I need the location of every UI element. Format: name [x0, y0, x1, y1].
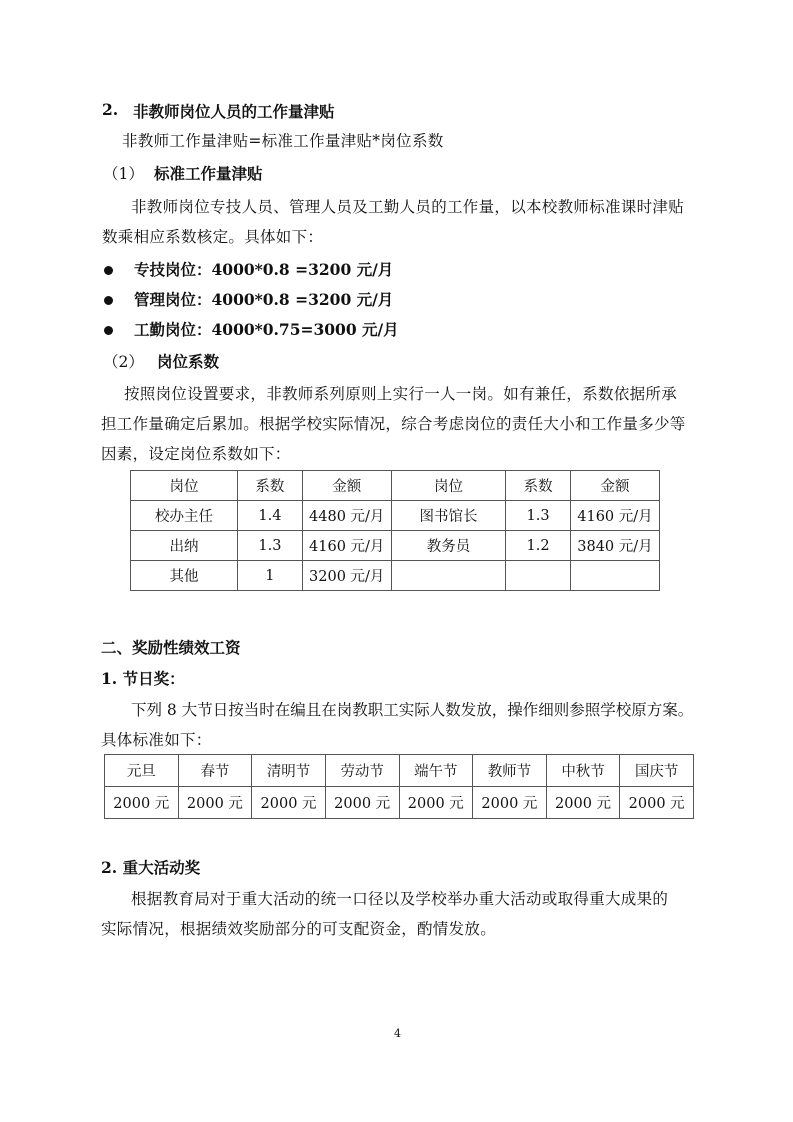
- bullet-icon: [104, 266, 113, 275]
- table-row: [105, 787, 694, 819]
- header-cell: 端午节: [399, 755, 473, 787]
- table-cell: [391, 561, 505, 591]
- table-cell: 1.4: [238, 501, 303, 531]
- header-cell: 国庆节: [620, 755, 694, 787]
- sub1-number: （1）: [103, 165, 144, 183]
- formula-text: 非教师工作量津贴=标准工作量津贴*岗位系数: [122, 132, 444, 150]
- festival-paragraph-line2: 具体标准如下：: [101, 731, 212, 749]
- festival-paragraph-line1: 下列 8 大节日按当时在编且在岗教职工实际人数发放，操作细则参照学校原方案。: [131, 701, 694, 719]
- bullet-item: 管理岗位：4000*0.8 =3200 元/月: [134, 290, 394, 309]
- table-cell: 1.3: [506, 501, 571, 531]
- table-cell: 出纳: [131, 531, 238, 561]
- bullet-item: 专技岗位：4000*0.8 =3200 元/月: [134, 260, 394, 279]
- header-cell: 岗位: [131, 471, 238, 501]
- sub2-paragraph-line1: 按照岗位设置要求，非教师系列原则上实行一人一岗。如有兼任，系数依据所承: [124, 385, 678, 403]
- sub1-paragraph-line1: 非教师岗位专技人员、管理人员及工勤人员的工作量，以本校教师标准课时津贴: [131, 198, 685, 216]
- header-cell: 岗位: [391, 471, 505, 501]
- table-cell: 2000 元: [473, 787, 547, 819]
- header-cell: 教师节: [473, 755, 547, 787]
- table-row: [131, 501, 660, 531]
- header-cell: 系数: [238, 471, 303, 501]
- header-cell: 劳动节: [325, 755, 399, 787]
- festival-bonus-heading: 1. 节日奖：: [101, 669, 185, 688]
- table-cell: 教务员: [391, 531, 505, 561]
- header-cell: 春节: [178, 755, 252, 787]
- table-cell: 2000 元: [620, 787, 694, 819]
- table-cell: 2000 元: [546, 787, 620, 819]
- header-cell: 系数: [506, 471, 571, 501]
- header-cell: 金额: [570, 471, 659, 501]
- table-cell: 校办主任: [131, 501, 238, 531]
- table-cell: 1: [238, 561, 303, 591]
- table-cell: [506, 561, 571, 591]
- major-activity-heading: 2. 重大活动奖: [101, 858, 201, 877]
- bullet-item: 工勤岗位：4000*0.75=3000 元/月: [134, 320, 399, 339]
- table-header-row: [131, 471, 660, 501]
- sub2-title: 岗位系数: [157, 352, 220, 371]
- bullet-icon: [104, 326, 113, 335]
- part-2-heading: 二、奖励性绩效工资: [101, 638, 241, 657]
- major-activity-line2: 实际情况，根据绩效奖励部分的可支配资金，酌情发放。: [101, 920, 497, 938]
- header-cell: 中秋节: [546, 755, 620, 787]
- major-activity-line1: 根据教育局对于重大活动的统一口径以及学校举办重大活动或取得重大成果的: [131, 890, 669, 908]
- header-cell: 金额: [302, 471, 391, 501]
- table-cell: 图书馆长: [391, 501, 505, 531]
- bullet-icon: [104, 296, 113, 305]
- sub2-paragraph-line2: 担工作量确定后累加。根据学校实际情况，综合考虑岗位的责任大小和工作量多少等: [101, 415, 686, 433]
- table-row: [131, 561, 660, 591]
- table-cell: 3840 元/月: [570, 531, 659, 561]
- heading-text: 非教师岗位人员的工作量津贴: [133, 102, 335, 121]
- table-cell: [570, 561, 659, 591]
- table-cell: 1.2: [506, 531, 571, 561]
- table-cell: 4160 元/月: [302, 531, 391, 561]
- table-cell: 4480 元/月: [302, 501, 391, 531]
- position-coefficient-table: [130, 470, 660, 591]
- festival-bonus-table: [104, 754, 694, 819]
- table-cell: 2000 元: [325, 787, 399, 819]
- table-header-row: [105, 755, 694, 787]
- table-cell: 其他: [131, 561, 238, 591]
- table-cell: 2000 元: [252, 787, 326, 819]
- table-cell: 4160 元/月: [570, 501, 659, 531]
- heading-number: 2.: [102, 100, 119, 119]
- header-cell: 元旦: [105, 755, 179, 787]
- sub1-paragraph-line2: 数乘相应系数核定。具体如下：: [102, 228, 324, 246]
- page-number: 4: [394, 1027, 401, 1040]
- table-cell: 3200 元/月: [302, 561, 391, 591]
- sub1-title: 标准工作量津贴: [154, 164, 263, 183]
- table-cell: 2000 元: [178, 787, 252, 819]
- table-row: [131, 531, 660, 561]
- header-cell: 清明节: [252, 755, 326, 787]
- table-cell: 1.3: [238, 531, 303, 561]
- table-cell: 2000 元: [105, 787, 179, 819]
- sub2-paragraph-line3: 因素，设定岗位系数如下：: [101, 445, 291, 463]
- sub2-number: （2）: [103, 353, 144, 371]
- table-cell: 2000 元: [399, 787, 473, 819]
